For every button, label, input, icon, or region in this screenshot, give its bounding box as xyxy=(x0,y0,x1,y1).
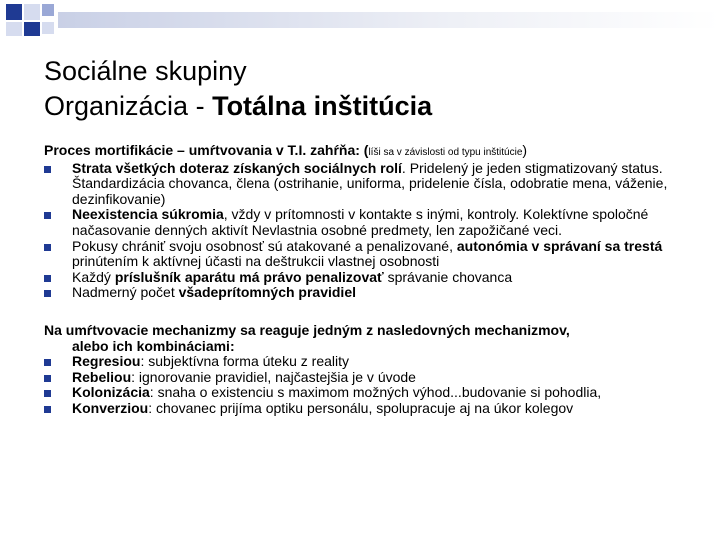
list-item: Pokusy chrániť svoju osobnosť sú atakované a penalizované, autonómia v správaní sa trestá prinútením k aktívnej účasti na deštrukcii vlastnej osobnosti xyxy=(44,239,694,270)
title-line-2-bold: Totálna inštitúcia xyxy=(212,91,433,121)
title-line-1: Sociálne skupiny xyxy=(44,56,247,86)
list-item: Kolonizácia: snaha o existenciu s maximom možných výhod...budovanie si pohodlia, xyxy=(44,385,694,401)
deco-square xyxy=(24,4,40,20)
list-item: Rebeliou: ignorovanie pravidiel, najčastejšia je v úvode xyxy=(44,370,694,386)
deco-square xyxy=(24,22,40,36)
slide-title xyxy=(44,54,432,124)
list-item: Nadmerný počet všadeprítomných pravidiel xyxy=(44,285,694,301)
deco-square xyxy=(6,4,22,20)
title-line-2 xyxy=(44,89,432,124)
decorative-header xyxy=(0,0,720,40)
section2-heading: Na umŕtvovacie mechanizmy sa reaguje jedným z nasledovných mechanizmov, alebo ich kombináciami: xyxy=(44,321,570,354)
list-item: Každý príslušník aparátu má právo penalizovať správanie chovanca xyxy=(44,270,694,286)
section1-heading: Proces mortifikácie – umŕtvovania v T.I. zahŕňa: (líši sa v závislosti od typu inštitúcie) xyxy=(44,142,528,158)
section1-list xyxy=(44,161,694,301)
deco-square xyxy=(42,4,54,16)
section2-list xyxy=(44,354,694,416)
title-line-2-prefix: Organizácia - xyxy=(44,91,213,121)
deco-square xyxy=(6,22,22,36)
list-item: Neexistencia súkromia, vždy v prítomnosti v kontakte s inými, kontroly. Kolektívne spoločné načasovanie denných aktivít Nevlastnia osobné predmety, len zapožičané veci. xyxy=(44,207,694,238)
list-item: Konverziou: chovanec prijíma optiku personálu, spolupracuje aj na úkor kolegov xyxy=(44,401,694,417)
header-gradient-bar xyxy=(58,12,720,28)
list-item: Strata všetkých doteraz získaných sociálnych rolí. Pridelený je jeden stigmatizovaný status. Štandardizácia chovanca, člena (ostrihanie, uniforma, pridelenie čísla, odobratie mena, váženie, dezinfikovanie) xyxy=(44,161,694,208)
list-item: Regresiou: subjektívna forma úteku z reality xyxy=(44,354,694,370)
slide-content xyxy=(44,143,694,417)
deco-square xyxy=(42,22,54,34)
section-gap xyxy=(44,301,694,323)
